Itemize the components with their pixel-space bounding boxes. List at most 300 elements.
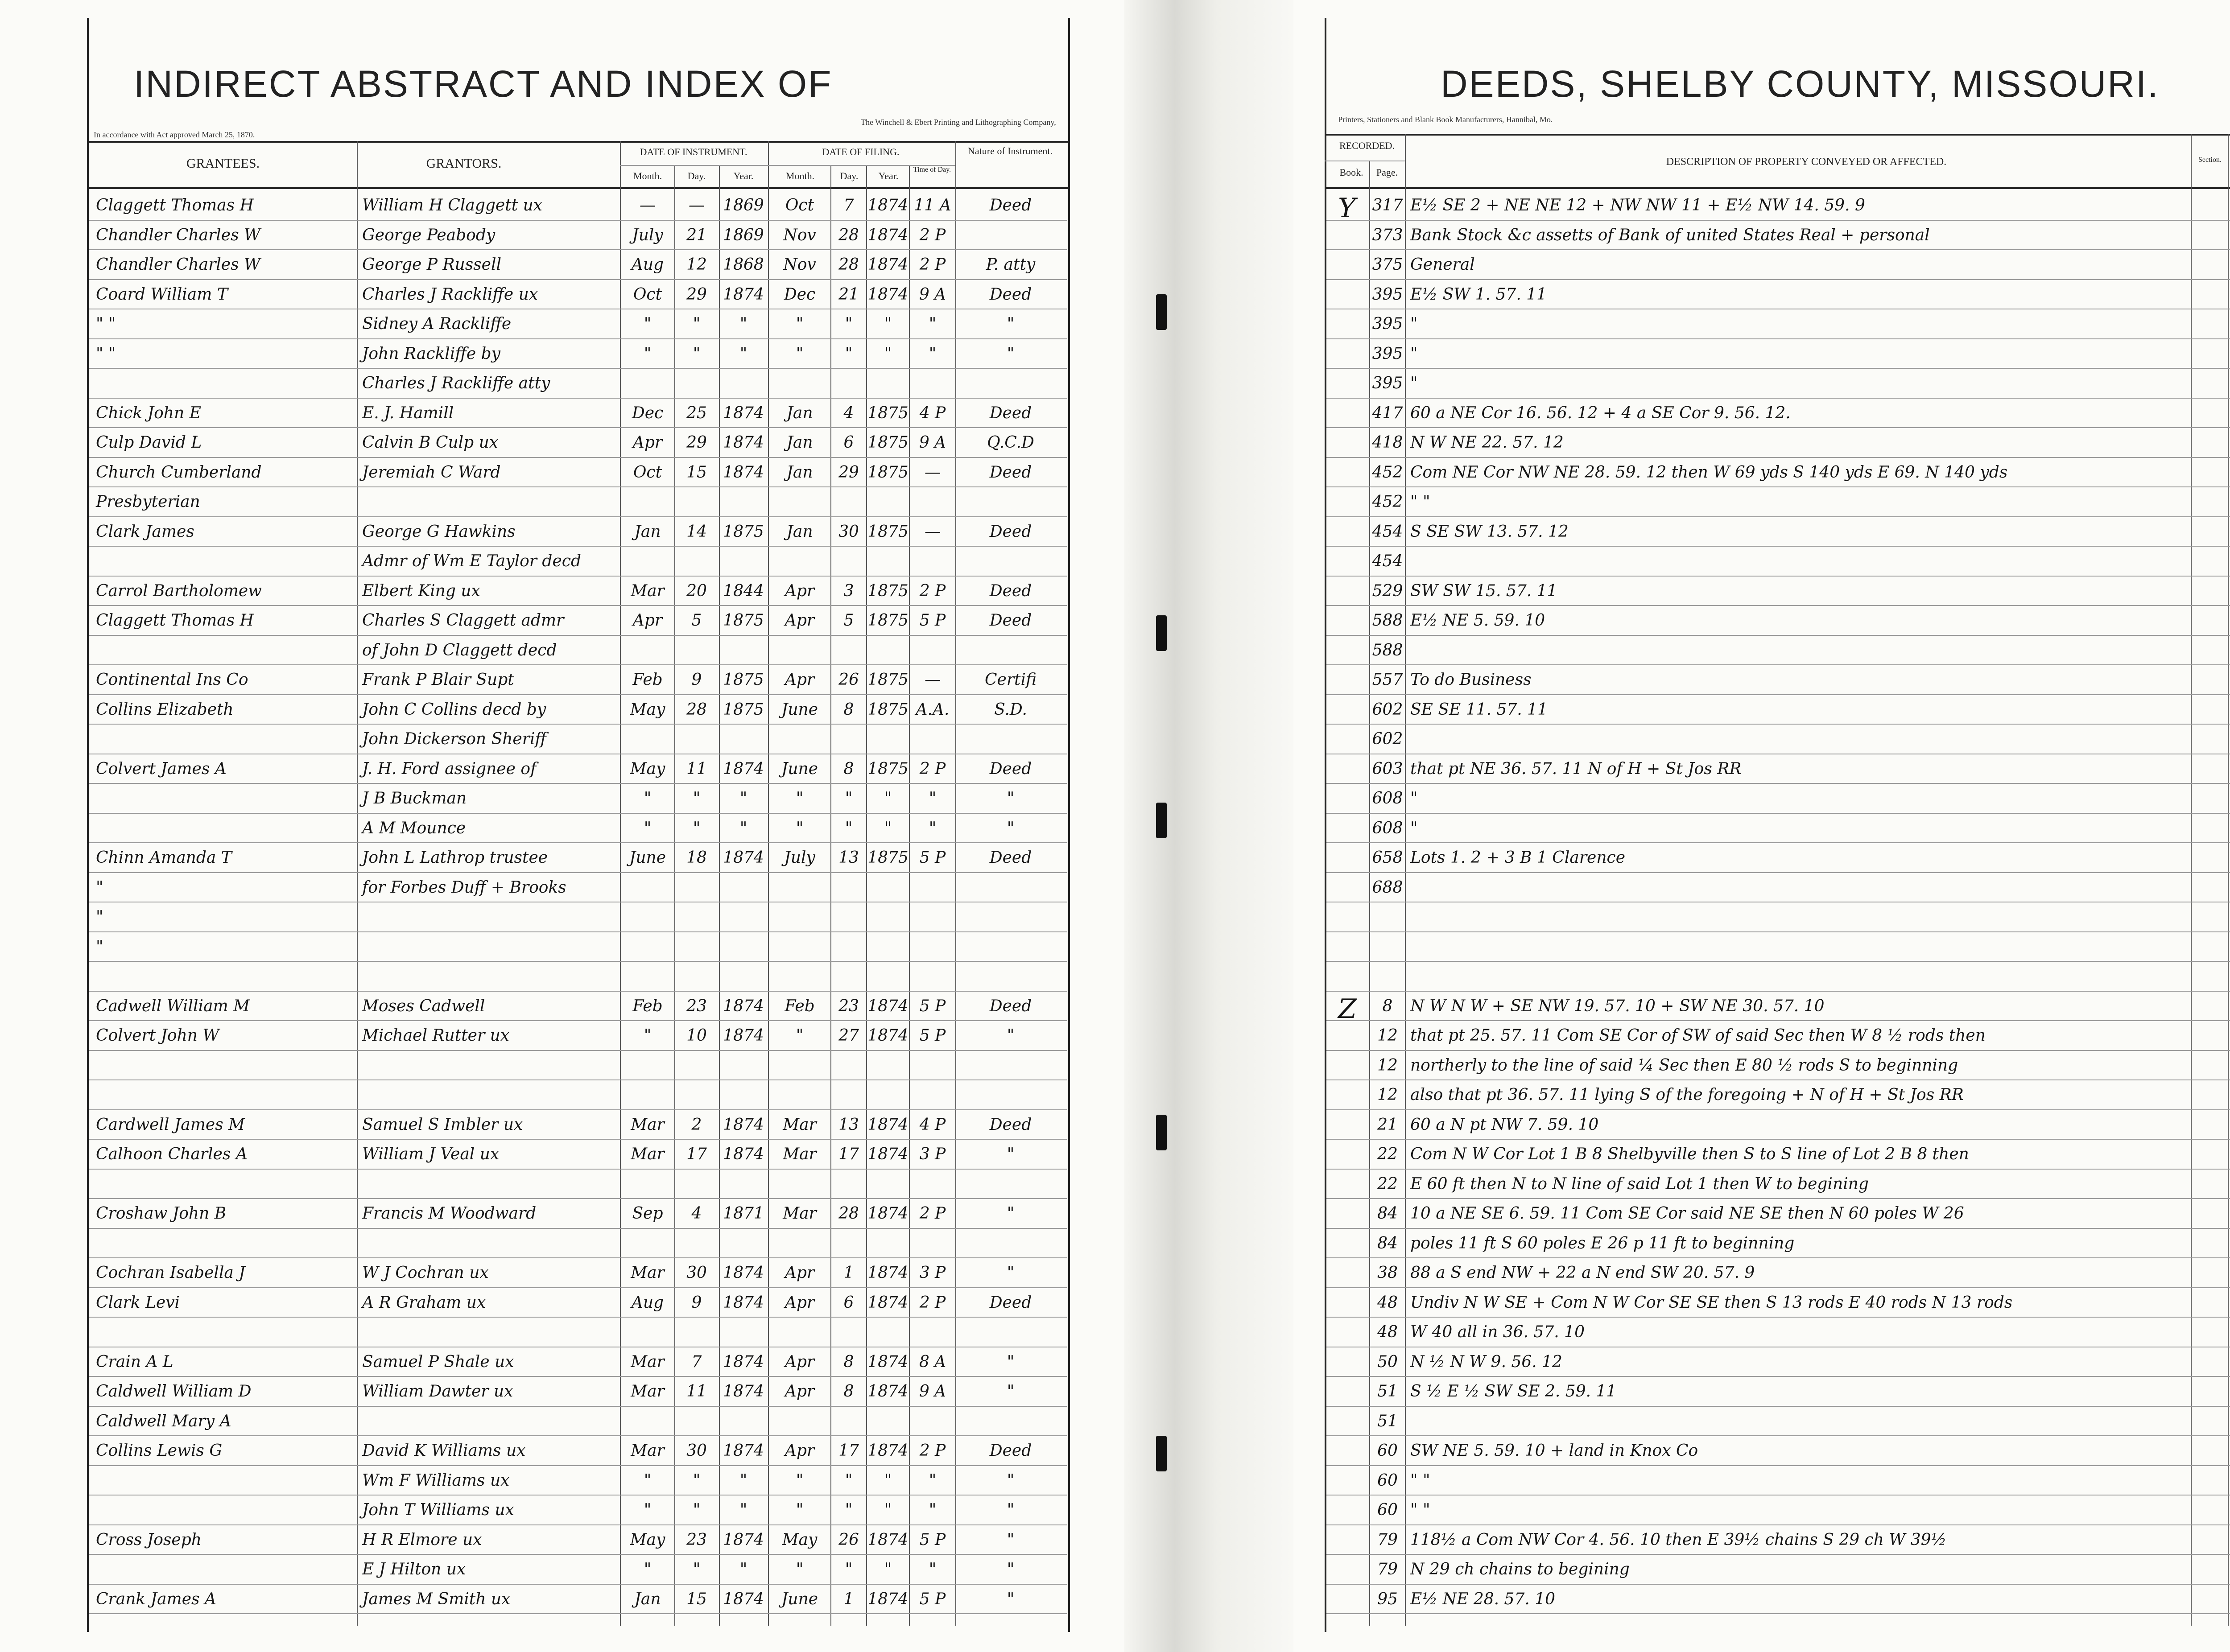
time-of-day-cell: 5 P [919,1590,946,1608]
row-rule [1326,1287,2230,1288]
time-of-day-cell: 2 P [919,255,946,274]
filing-day-cell: 7 [843,196,854,214]
instrument-day-cell: 11 [686,759,707,778]
grantor-cell: A M Mounce [362,819,466,837]
row-rule [89,249,1067,250]
row-rule [1326,486,2230,487]
row-rule [1326,1257,2230,1258]
grantee-cell: " [96,908,103,926]
nature-cell: Deed [989,581,1032,600]
page-number-cell: 557 [1372,671,1403,689]
col-divider [768,141,769,1626]
page-number-cell: 60 [1377,1471,1398,1490]
filing-month-cell: Apr [785,671,815,689]
row-rule [89,279,1067,280]
page-number-cell: 95 [1377,1590,1398,1608]
time-of-day-cell: — [925,463,941,482]
instrument-year-cell: " [739,789,747,807]
section-header: Section. [2198,156,2222,164]
description-cell: E½ NE 28. 57. 10 [1410,1590,1556,1608]
grantor-cell: Samuel P Shale ux [362,1352,514,1371]
filing-day-cell: 21 [838,285,859,304]
page-number-cell: 373 [1372,226,1403,244]
description-cell: " " [1410,493,1430,511]
row-rule [1326,1317,2230,1318]
instrument-month-cell: Jan [634,522,661,541]
row-rule [89,1524,1067,1525]
row-rule [89,368,1067,369]
description-cell: that pt NE 36. 57. 11 N of H + St Jos RR [1410,759,1742,778]
row-rule [89,872,1067,873]
row-rule [89,1406,1067,1407]
filing-month-cell: " [796,1026,804,1045]
nature-cell: Deed [989,997,1032,1015]
row-rule [1326,1435,2230,1436]
row-rule [1326,842,2230,843]
act-note: In accordance with Act approved March 25, 1870. [94,130,255,139]
grantee-cell: Colvert James A [96,759,227,778]
grantee-cell: Chandler Charles W [96,255,261,274]
instrument-year-cell: 1874 [723,1115,764,1134]
left-page-border [87,18,89,1632]
nature-cell: Deed [989,1293,1032,1312]
nature-cell: " [1007,1560,1015,1578]
filing-month-cell: Mar [783,1115,817,1134]
grantor-cell: John L Lathrop trustee [362,849,548,867]
filing-year-cell: 1874 [867,226,909,244]
nature-cell: " [1007,1471,1015,1490]
row-rule [1326,813,2230,814]
page-number-cell: 608 [1372,789,1403,807]
right-page-title: DEEDS, SHELBY COUNTY, MISSOURI. [1441,63,2160,105]
inst-year-header: Year. [733,170,754,181]
inst-month-header: Month. [633,170,662,181]
instrument-month-cell: " [644,819,652,837]
filing-year-cell: " [884,1560,892,1578]
grantee-cell: Crank James A [96,1590,216,1608]
left-page-right-border [1068,18,1070,1632]
instrument-month-cell: " [644,1501,652,1519]
row-rule [1326,516,2230,517]
instrument-day-cell: 4 [691,1204,702,1223]
description-cell: To do Business [1410,671,1532,689]
filing-month-cell: Oct [785,196,814,214]
filing-month-cell: Jan [786,404,813,422]
page-number-cell: 588 [1372,641,1403,659]
page-number-cell: 8 [1382,997,1393,1015]
description-cell: E½ SW 1. 57. 11 [1410,285,1547,304]
filing-month-cell: July [784,849,815,867]
row-rule [1326,1198,2230,1199]
grantor-cell: Michael Rutter ux [362,1026,510,1045]
nature-cell: Certifi [984,671,1037,689]
row-rule [1326,961,2230,962]
time-of-day-cell: — [925,522,941,541]
grantee-cell: Crain A L [96,1352,173,1371]
time-of-day-cell: 2 P [919,226,946,244]
instrument-year-cell: 1871 [723,1204,764,1223]
row-rule [89,1079,1067,1080]
filing-day-header: Day. [840,170,859,181]
book-letter: Y [1338,193,1356,224]
row-rule [89,961,1067,962]
grantor-cell: William H Claggett ux [362,196,543,214]
grantor-cell: Jeremiah C Ward [362,463,501,482]
grantee-cell: Cardwell James M [96,1115,245,1134]
grantor-cell: James M Smith ux [362,1590,511,1608]
row-rule [1326,427,2230,428]
description-cell: " [1410,789,1418,807]
grantee-cell: Colvert John W [96,1026,219,1045]
page-number-cell: 12 [1377,1056,1398,1075]
instrument-year-cell: 1874 [723,1145,764,1163]
instrument-day-cell: " [693,819,701,837]
grantor-cell: Samuel S Imbler ux [362,1115,523,1134]
instrument-day-cell: 29 [686,433,707,452]
description-cell: " [1410,819,1418,837]
instrument-year-cell: 1874 [723,1026,764,1045]
page-number-cell: 51 [1377,1412,1398,1430]
nature-cell: Deed [989,1115,1032,1134]
filing-month-cell: " [796,1501,804,1519]
row-rule [1326,605,2230,606]
description-cell: Lots 1. 2 + 3 B 1 Clarence [1410,849,1625,867]
filing-year-cell: 1875 [867,463,909,482]
row-rule [89,1198,1067,1199]
description-cell: 10 a NE SE 6. 59. 11 Com SE Cor said NE SE then N 60 poles W 26 [1410,1204,1964,1223]
grantee-cell: Cadwell William M [96,997,250,1015]
instrument-day-cell: 21 [686,226,707,244]
instrument-year-cell: 1874 [723,1590,764,1608]
row-rule [1326,1079,2230,1080]
instrument-year-cell: 1874 [723,1352,764,1371]
row-rule [1326,576,2230,577]
nature-cell: " [1007,1204,1015,1223]
book-header: Book. [1339,167,1363,178]
row-rule [1326,1169,2230,1170]
grantor-cell: Calvin B Culp ux [362,433,499,452]
instrument-year-cell: 1874 [723,433,764,452]
col-divider [955,141,956,1626]
filing-month-cell: Mar [783,1204,817,1223]
description-cell: Com NE Cor NW NE 28. 59. 12 then W 69 yds S 140 yds E 69. N 140 yds [1410,463,2008,482]
filing-day-cell: 28 [838,226,859,244]
instrument-year-cell: " [739,819,747,837]
filing-year-cell: 1874 [867,1530,909,1549]
nature-cell: " [1007,819,1015,837]
description-cell: N W NE 22. 57. 12 [1410,433,1564,452]
filing-year-cell: 1874 [867,1264,909,1282]
description-cell: northerly to the line of said ¼ Sec then E 80 ½ rods S to beginning [1410,1056,1958,1075]
row-rule [1326,1584,2230,1585]
time-of-day-cell: 4 P [919,404,946,422]
page-number-cell: 38 [1377,1264,1398,1282]
instrument-day-cell: 2 [691,1115,702,1134]
filing-year-cell: 1874 [867,1115,909,1134]
row-rule [1326,724,2230,725]
grantor-cell: William J Veal ux [362,1145,500,1163]
filing-year-cell: 1874 [867,285,909,304]
time-of-day-cell: " [929,1560,937,1578]
page-number-cell: 84 [1377,1204,1398,1223]
instrument-day-cell: " [693,344,701,363]
grantee-cell: Continental Ins Co [96,671,248,689]
recorded-description-divider [1405,134,1406,1626]
instrument-month-cell: May [630,700,665,719]
row-rule [89,635,1067,636]
page-number-cell: 79 [1377,1530,1398,1549]
row-rule [1326,1109,2230,1110]
page-number-cell: 317 [1372,196,1403,214]
grantee-cell: Caldwell William D [96,1382,252,1401]
filing-day-cell: 29 [838,463,859,482]
page-number-cell: 452 [1372,463,1403,482]
filing-day-cell: 26 [838,1530,859,1549]
page-number-cell: 48 [1377,1323,1398,1341]
instrument-day-cell: 20 [686,581,707,600]
description-cell: also that pt 36. 57. 11 lying S of the foregoing + N of H + St Jos RR [1410,1086,1964,1104]
instrument-day-cell: 30 [686,1442,707,1460]
printer-note-left: The Winchell & Ebert Printing and Lithographing Company, [861,118,1056,127]
page-number-cell: 529 [1372,581,1403,600]
row-rule [89,546,1067,547]
instrument-year-cell: " [739,1471,747,1490]
filing-month-cell: Apr [785,1442,815,1460]
filing-month-cell: Mar [783,1145,817,1163]
instrument-year-cell: " [739,1560,747,1578]
grantor-cell: George Peabody [362,226,496,244]
nature-cell: " [1007,1145,1015,1163]
grantee-cell: Carrol Bartholomew [96,581,262,600]
time-of-day-cell: A.A. [916,700,950,719]
instrument-year-cell: 1844 [723,581,764,600]
page-number-cell: 51 [1377,1382,1398,1401]
instrument-day-cell: 5 [691,611,702,630]
row-rule [89,1584,1067,1585]
row-rule [1326,991,2230,992]
instrument-day-cell: 11 [686,1382,707,1401]
page-number-cell: 454 [1372,522,1403,541]
instrument-day-cell: 28 [686,700,707,719]
instrument-month-cell: Aug [631,1293,664,1312]
instrument-day-cell: 18 [686,849,707,867]
time-of-day-cell: 5 P [919,997,946,1015]
book-gutter [1124,0,1293,1652]
row-rule [89,783,1067,784]
filing-month-cell: Feb [785,997,815,1015]
grantee-cell: Collins Elizabeth [96,700,234,719]
row-rule [89,724,1067,725]
filing-year-cell: " [884,1471,892,1490]
date-of-filing-header: DATE OF FILING. [822,146,900,157]
filing-day-cell: " [845,789,853,807]
filing-month-cell: June [781,700,818,719]
filing-day-cell: 28 [838,1204,859,1223]
row-rule [1326,931,2230,932]
filing-month-cell: " [796,344,804,363]
row-rule [89,1554,1067,1555]
time-of-day-cell: 9 A [919,1382,946,1401]
filing-day-cell: 5 [843,611,854,630]
row-rule [1326,368,2230,369]
filing-month-cell: Jan [786,522,813,541]
filing-year-cell: " [884,344,892,363]
page-number-cell: 22 [1377,1174,1398,1193]
nature-cell: " [1007,1501,1015,1519]
filing-year-cell: " [884,819,892,837]
grantor-date-divider [620,141,621,1626]
row-rule [89,457,1067,458]
binding-hole [1156,803,1167,838]
filing-month-cell: Dec [784,285,816,304]
page-header: Page. [1376,167,1398,178]
time-of-day-cell: " [929,819,937,837]
time-of-day-cell: 2 P [919,1442,946,1460]
instrument-day-cell: 30 [686,1264,707,1282]
row-rule [89,664,1067,665]
instrument-day-cell: 14 [686,522,707,541]
description-cell: " [1410,374,1418,392]
nature-cell: Deed [989,1442,1032,1460]
filing-month-header: Month. [785,170,815,181]
filing-month-cell: Nov [783,226,816,244]
grantee-cell: Coard William T [96,285,228,304]
instrument-month-cell: Mar [631,581,665,600]
grantee-cell: Calhoon Charles A [96,1145,248,1163]
filing-year-cell: " [884,315,892,333]
col-divider [2228,134,2229,1626]
page-number-cell: 688 [1372,878,1403,897]
filing-year-cell: 1875 [867,759,909,778]
row-rule [89,1287,1067,1288]
grantee-cell: Clark James [96,522,194,541]
book-letter: Z [1338,993,1357,1025]
right-header-top-rule [1325,134,2230,136]
grantor-cell: William Dawter ux [362,1382,513,1401]
instrument-day-cell: " [693,315,701,333]
filing-year-cell: " [884,1501,892,1519]
description-cell: 88 a S end NW + 22 a N end SW 20. 57. 9 [1410,1264,1755,1282]
filing-year-cell: 1875 [867,611,909,630]
description-cell: " " [1410,1471,1430,1490]
filing-year-cell: 1874 [867,1382,909,1401]
instrument-day-cell: " [693,1560,701,1578]
instrument-day-cell: 17 [686,1145,707,1163]
row-rule [89,1050,1067,1051]
instrument-month-cell: Mar [631,1115,665,1134]
instrument-day-cell: 15 [686,463,707,482]
time-of-day-cell: — [925,671,941,689]
page-number-cell: 603 [1372,759,1403,778]
description-cell: " [1410,315,1418,333]
header-bottom-rule [87,187,1070,189]
grantor-cell: W J Cochran ux [362,1264,489,1282]
filing-day-cell: 6 [843,1293,854,1312]
instrument-month-cell: " [644,1026,652,1045]
instrument-year-cell: 1874 [723,997,764,1015]
binding-hole [1156,1436,1167,1471]
filing-day-cell: 4 [843,404,854,422]
row-rule [89,576,1067,577]
col-divider [674,165,675,1626]
instrument-day-cell: 29 [686,285,707,304]
filing-month-cell: " [796,1560,804,1578]
instrument-month-cell: June [629,849,666,867]
instrument-month-cell: Mar [631,1442,665,1460]
grantee-cell: " " [96,315,116,333]
instrument-day-cell: 15 [686,1590,707,1608]
row-rule [89,1169,1067,1170]
grantee-cell: Croshaw John B [96,1204,227,1223]
page-number-cell: 12 [1377,1026,1398,1045]
row-rule [89,516,1067,517]
nature-cell: " [1007,1530,1015,1549]
row-rule [1326,220,2230,221]
filing-day-cell: " [845,1560,853,1578]
time-of-day-cell: 8 A [919,1352,946,1371]
grantor-cell: J. H. Ford assignee of [362,759,537,778]
grantor-cell: John Dickerson Sheriff [362,730,546,748]
instrument-month-cell: Oct [633,285,662,304]
binding-hole [1156,294,1167,330]
header-top-rule [87,141,1070,143]
grantors-header: GRANTORS. [426,156,502,171]
instrument-year-cell: 1874 [723,285,764,304]
filing-day-cell: 3 [843,581,854,600]
row-rule [1326,1050,2230,1051]
filing-year-cell: 1875 [867,433,909,452]
filing-month-cell: " [796,315,804,333]
instrument-day-cell: 10 [686,1026,707,1045]
row-rule [89,220,1067,221]
page-number-cell: 395 [1372,315,1403,333]
filing-day-cell: " [845,1471,853,1490]
description-cell: poles 11 ft S 60 poles E 26 p 11 ft to beginning [1410,1234,1795,1252]
instrument-month-cell: Jan [634,1590,661,1608]
row-rule [1326,1406,2230,1407]
row-rule [89,813,1067,814]
nature-cell: Deed [989,611,1032,630]
filing-year-cell: 1874 [867,196,909,214]
time-of-day-cell: 3 P [919,1145,946,1163]
filing-year-cell: 1875 [867,581,909,600]
row-rule [89,338,1067,339]
instrument-year-cell: 1869 [723,196,764,214]
grantor-cell: Francis M Woodward [362,1204,537,1223]
right-ledger-page [1293,0,2230,1652]
row-rule [89,694,1067,695]
filing-year-cell: 1874 [867,255,909,274]
filing-day-cell: " [845,315,853,333]
page-number-cell: 48 [1377,1293,1398,1312]
description-cell: E½ NE 5. 59. 10 [1410,611,1545,630]
time-of-day-cell: " [929,1501,937,1519]
description-cell: N 29 ch chains to begining [1410,1560,1630,1578]
description-cell: 60 a NE Cor 16. 56. 12 + 4 a SE Cor 9. 56. 12. [1410,404,1791,422]
filing-year-cell: 1874 [867,1204,909,1223]
row-rule [1326,279,2230,280]
row-rule [89,427,1067,428]
filing-month-cell: Apr [785,581,815,600]
instrument-year-cell: 1874 [723,1264,764,1282]
instrument-day-cell: 9 [691,1293,702,1312]
description-cell: E½ SE 2 + NE NE 12 + NW NW 11 + E½ NW 14. 59. 9 [1410,196,1865,214]
page-number-cell: 658 [1372,849,1403,867]
filing-day-cell: 8 [843,1382,854,1401]
description-cell: that pt 25. 57. 11 Com SE Cor of SW of said Sec then W 8 ½ rods then [1410,1026,1986,1045]
filing-day-cell: 8 [843,700,854,719]
grantor-cell: Charles S Claggett admr [362,611,564,630]
